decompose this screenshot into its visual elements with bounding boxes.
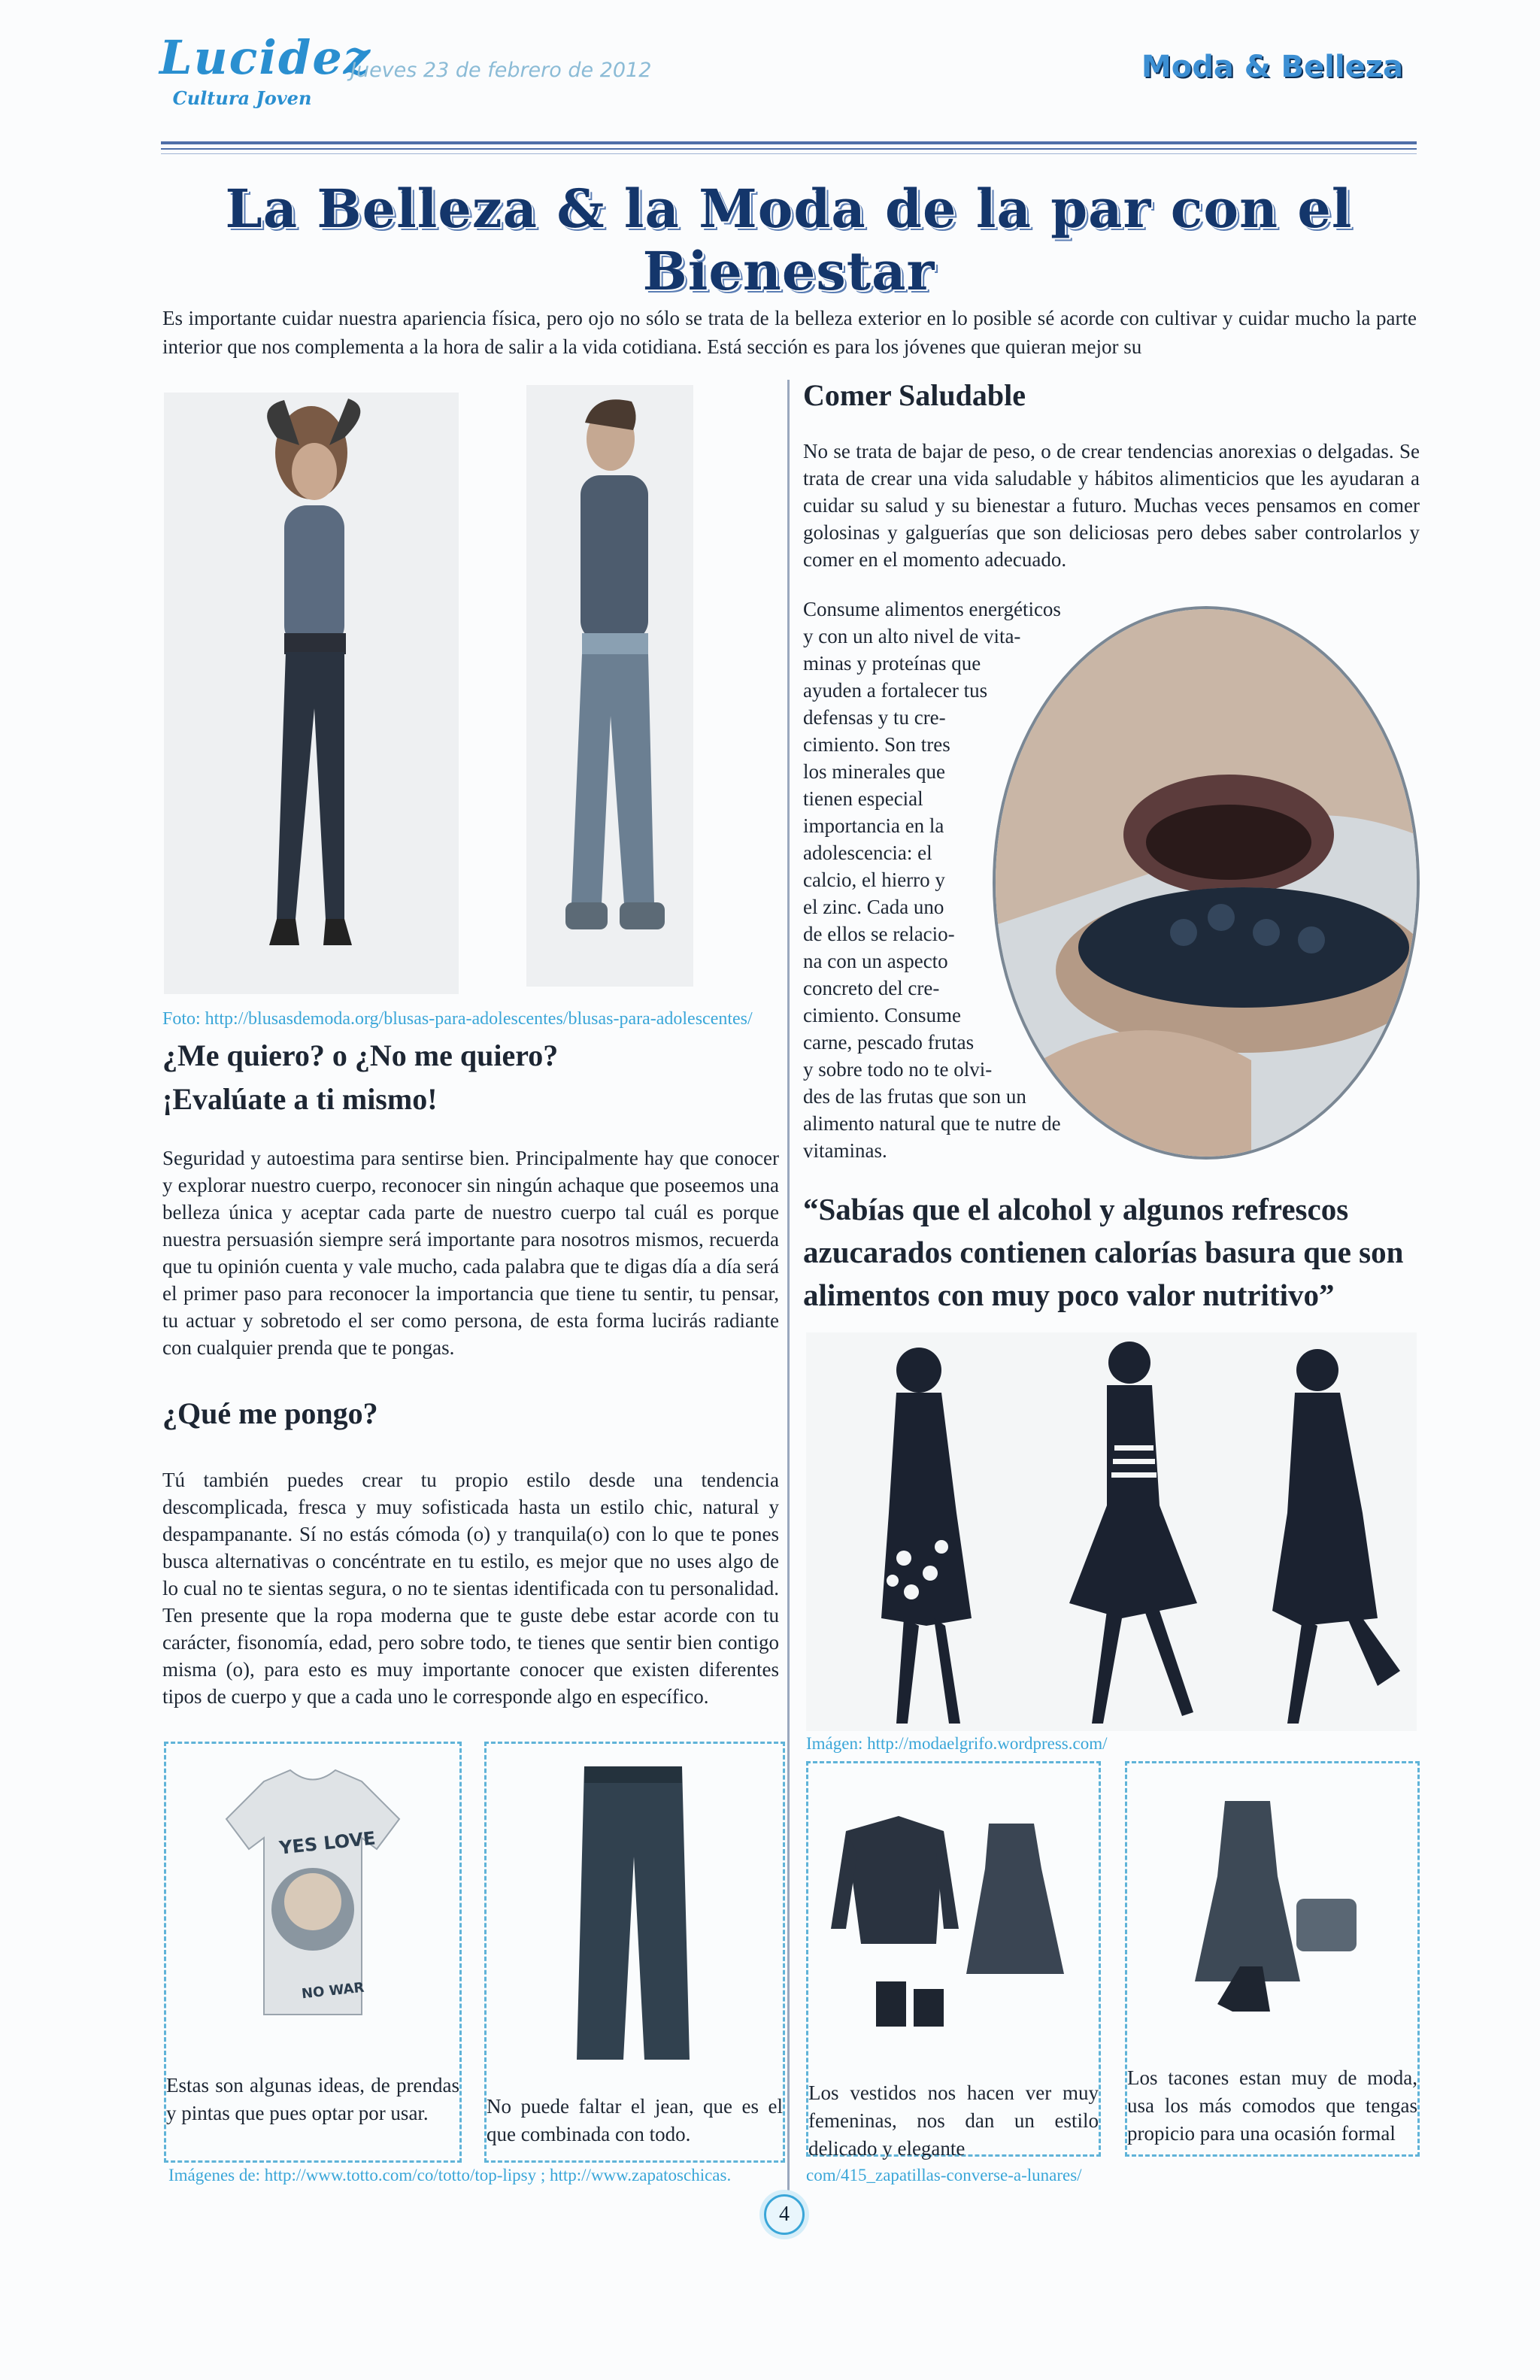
wrap-line: ayuden a fortalecer tus <box>803 679 988 702</box>
heading-self-esteem <box>162 1036 779 1119</box>
paragraph-self-esteem: Seguridad y autoestima para sentirse bien. Principalmente hay que conocer y explorar nuestro cuerpo, reconocer sin ningún achaque que poseemos una belleza única y aceptar cada parte de nuestro cuerpo tal cuál es porque nuestra persuasión siempre será importante para nosotros mismos, recuerda que tu opinión cuenta y vale mucho, cada palabra que te digas día a día será el primer paso para reconocer la importancia que tiene tu sentir, tu pensar, tu actuar y sobretodo el ser como persona, de esta forma lucirás radiante con cualquier prenda que te pongas. <box>162 1147 779 1359</box>
wrap-line: cimiento. Son tres <box>803 733 950 756</box>
wrap-line: y sobre todo no te olvi- <box>803 1058 993 1081</box>
column-divider <box>787 380 790 2222</box>
product-box-dress <box>806 1761 1101 2160</box>
box-caption: Los vestidos nos hacen ver muy femeninas, nos dan un estilo delicado y elegante <box>808 2081 1099 2160</box>
wrap-line: de ellos se relacio- <box>803 923 955 945</box>
wrap-line: alimento natural que te nutre de <box>803 1112 1061 1135</box>
logo-wordmark: Lucidez <box>159 30 371 85</box>
wrap-line: na con un aspecto <box>803 950 948 972</box>
product-box-heels <box>1125 1761 1420 2157</box>
box3-credit[interactable]: com/415_zapatillas-converse-a-lunares/ <box>806 2166 1082 2184</box>
eating-photo-oval <box>993 606 1420 1160</box>
publication-logo <box>159 30 371 109</box>
header-rule <box>161 141 1417 144</box>
wrap-line: tienen especial <box>803 787 923 810</box>
wrap-line: carne, pescado frutas <box>803 1031 975 1054</box>
model-photo-girl <box>164 393 459 994</box>
images-credit[interactable]: Imágenes de: http://www.totto.com/co/totto/top-lipsy ; http://www.zapatoschicas. <box>168 2166 732 2184</box>
product-box-jeans <box>484 1742 785 2163</box>
box-caption: No puede faltar el jean, que es el que combinada con todo. <box>487 2095 783 2145</box>
wrap-line: cimiento. Consume <box>803 1004 961 1026</box>
article-intro: Es importante cuidar nuestra apariencia física, pero ojo no sólo se trata de la belleza exterior en lo posible sé acorde con cultivar y cuidar mucho la parte interior que nos complementa a la hora de salir a la vida cotidiana. Está sección es para los jóvenes que quieran mejor su <box>162 307 1417 358</box>
wrap-line: el zinc. Cada uno <box>803 896 944 918</box>
paragraph-what-to-wear: Tú también puedes crear tu propio estilo desde una tendencia descomplicada, fresca y muy sofisticada hasta un estilo chic, natural y despampanante. Sí no estás cómoda (o) y tranquila(o) con lo que te pones busca alternativas o concéntrate en tu estilo, es mejor que no uses algo de lo cual no te sientas segura, o no te sientas identificada con tu personalidad. Ten presente que la ropa moderna que te guste debe estar acorde con tu carácter, fisonomía, edad, pero sobre todo, te tienes que sentir bien contigo misma (o), para esto es muy importante conocer que existen diferentes tipos de cuerpo y que a cada uno le corresponde algo en específico. <box>162 1469 779 1708</box>
pull-quote: “Sabías que el alcohol y algunos refrescos azucarados contienen calorías basura que son alimentos con muy poco valor nutritivo” <box>803 1192 1404 1312</box>
wrap-line: Consume alimentos energéticos <box>803 598 1061 620</box>
product-box-shirt <box>164 1742 462 2163</box>
heading-healthy-eating: Comer Saludable <box>803 378 1026 412</box>
section-label: Moda & Belleza <box>1141 50 1403 84</box>
wrap-line: minas y proteínas que <box>803 652 981 675</box>
jeans-image <box>562 1759 705 2060</box>
heading-line: ¡Evalúate a ti mismo! <box>162 1082 438 1116</box>
heading-line: ¿Me quiero? o ¿No me quiero? <box>162 1038 559 1072</box>
wrap-line: adolescencia: el <box>803 841 932 864</box>
heading-what-to-wear: ¿Qué me pongo? <box>162 1396 378 1430</box>
wrap-line: y con un alto nivel de vita- <box>803 625 1021 647</box>
photo-credit[interactable]: Foto: http://blusasdemoda.org/blusas-para-adolescentes/blusas-para-adolescentes/ <box>162 1009 753 1029</box>
box-caption: Los tacones estan muy de moda, usa los más comodos que tengas propicio para una ocasión formal <box>1127 2066 1417 2145</box>
wrap-line: vitaminas. <box>803 1139 887 1162</box>
tshirt-image <box>219 1766 407 2022</box>
silhouettes-image <box>806 1332 1417 1731</box>
tshirt-print: YES LOVE <box>277 1827 377 1859</box>
wrap-line: defensas y tu cre- <box>803 706 946 729</box>
wrap-line: calcio, el hierro y <box>803 869 945 891</box>
page-number: 4 <box>764 2194 805 2235</box>
header-rule <box>161 153 1417 154</box>
box-caption: Estas son algunas ideas, de prendas y pintas que pues optar por usar. <box>166 2074 459 2124</box>
wrap-line: des de las frutas que son un <box>803 1085 1026 1108</box>
wrap-line: concreto del cre- <box>803 977 940 999</box>
wrap-line: importancia en la <box>803 814 944 837</box>
model-photo-boy <box>526 385 693 987</box>
issue-date: Jueves 23 de febrero de 2012 <box>350 59 652 82</box>
tshirt-print-sub: NO WAR <box>301 1979 365 2003</box>
wrap-line: los minerales que <box>803 760 945 783</box>
paragraph-healthy-eating: No se trata de bajar de peso, o de crear tendencias anorexias o delgadas. Se trata de crear una vida saludable y hábitos alimenticios que les ayudaran a cuidar su salud y su bienestar a futuro. Muchas veces pensamos en comer golosinas y galguerías que son deliciosas pero debes saber controlarlos y comer en el momento adecuado. <box>803 440 1420 571</box>
article-title: La Belleza & la Moda de la par con el Bienestar <box>225 177 1353 302</box>
logo-subtitle: Cultura Joven <box>172 87 312 109</box>
header-rule <box>161 148 1417 150</box>
outfit-image <box>831 1801 1079 2042</box>
heels-outfit-image <box>1172 1786 1368 2027</box>
silhouette-credit[interactable]: Imágen: http://modaelgrifo.wordpress.com/ <box>806 1734 1108 1753</box>
